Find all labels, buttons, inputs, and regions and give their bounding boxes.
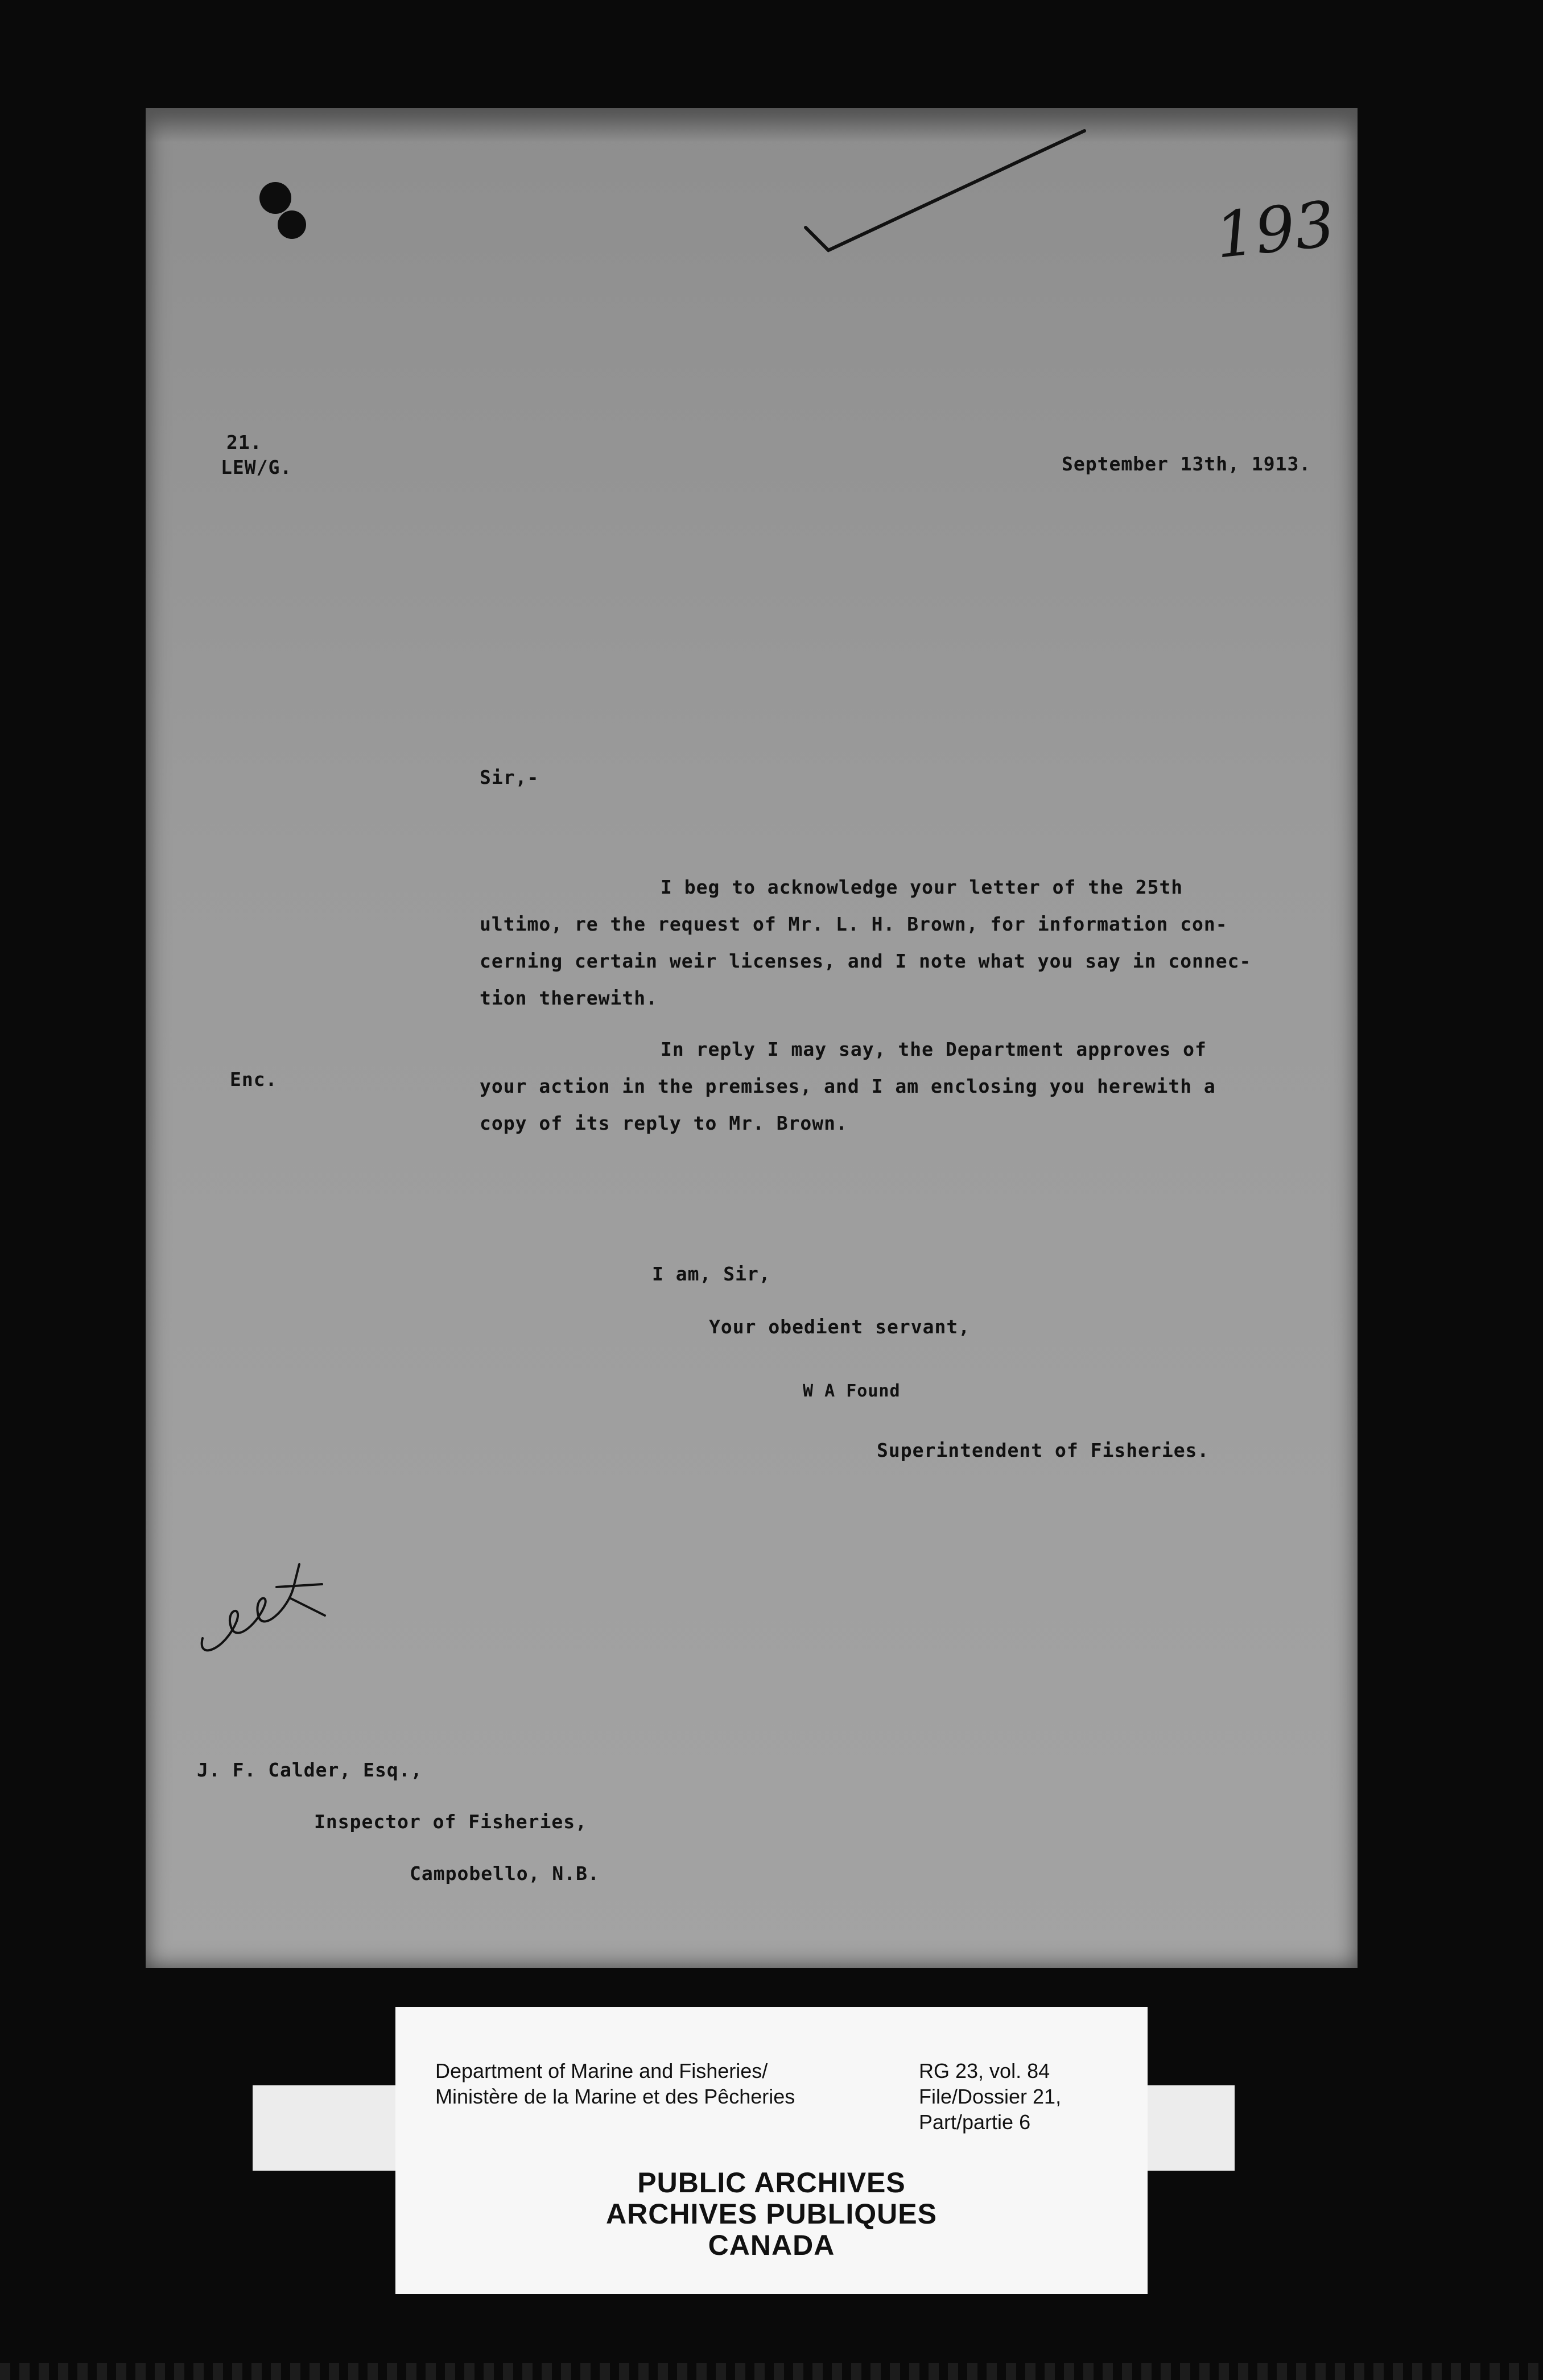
signer-title: Superintendent of Fisheries. bbox=[877, 1439, 1210, 1461]
punch-hole bbox=[259, 182, 291, 214]
file-number: 21. bbox=[226, 431, 262, 453]
closing-line: I am, Sir, bbox=[652, 1263, 771, 1285]
check-mark-icon bbox=[800, 125, 1096, 262]
body-line: I beg to acknowledge your letter of the 25th bbox=[661, 876, 1183, 898]
department-french: Ministère de la Marine et des Pêcheries bbox=[435, 2085, 795, 2108]
enclosure-note: Enc. bbox=[230, 1068, 278, 1090]
department-english: Department of Marine and Fisheries/ bbox=[435, 2059, 768, 2082]
record-group: RG 23, vol. 84 bbox=[919, 2059, 1050, 2082]
archives-english: PUBLIC ARCHIVES bbox=[637, 2167, 906, 2199]
part-partie: Part/partie 6 bbox=[919, 2110, 1031, 2134]
letter-page bbox=[146, 108, 1358, 1968]
body-line: ultimo, re the request of Mr. L. H. Brown, for information con- bbox=[480, 913, 1228, 935]
recipient-location: Campobello, N.B. bbox=[410, 1862, 600, 1885]
body-line: tion therewith. bbox=[480, 987, 658, 1009]
film-edge bbox=[0, 2363, 1543, 2380]
body-line: In reply I may say, the Department approves of bbox=[661, 1038, 1207, 1060]
page-edge-shadow bbox=[146, 108, 1358, 142]
archive-label-content bbox=[395, 2007, 1148, 2294]
body-line: cerning certain weir licenses, and I note what you say in connec- bbox=[480, 950, 1252, 972]
signature: W A Found bbox=[803, 1381, 901, 1401]
salutation: Sir,- bbox=[480, 766, 539, 788]
punch-hole bbox=[278, 210, 306, 239]
handwritten-initials bbox=[191, 1553, 339, 1667]
reference-code: LEW/G. bbox=[221, 456, 292, 478]
recipient-title: Inspector of Fisheries, bbox=[314, 1811, 587, 1833]
archives-country: CANADA bbox=[708, 2229, 835, 2261]
body-line: copy of its reply to Mr. Brown. bbox=[480, 1112, 848, 1134]
file-dossier: File/Dossier 21, bbox=[919, 2085, 1062, 2108]
archives-french: ARCHIVES PUBLIQUES bbox=[606, 2198, 937, 2230]
letter-date: September 13th, 1913. bbox=[1062, 453, 1311, 475]
body-line: your action in the premises, and I am enclosing you herewith a bbox=[480, 1075, 1216, 1097]
folio-number: 193 bbox=[1211, 187, 1339, 272]
recipient-name: J. F. Calder, Esq., bbox=[197, 1759, 423, 1781]
closing-line: Your obedient servant, bbox=[709, 1316, 971, 1338]
